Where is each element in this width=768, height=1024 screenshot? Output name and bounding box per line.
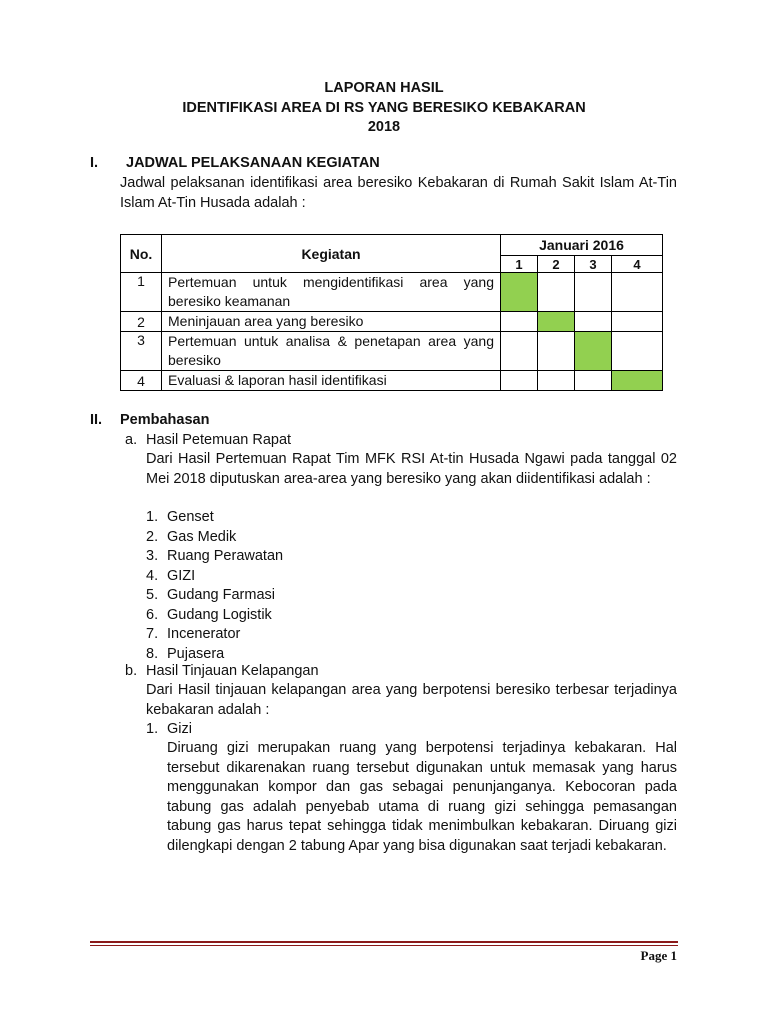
header-week-3: 3 bbox=[575, 256, 612, 273]
list-item-number: 2. bbox=[146, 528, 159, 545]
header-no: No. bbox=[121, 235, 162, 273]
schedule-table bbox=[120, 234, 663, 391]
week-cell-active bbox=[575, 332, 612, 371]
list-item bbox=[146, 508, 214, 528]
section-1-intro-text: Jadwal pelaksanan identifikasi area beresiko Kebakaran di Rumah Sakit Islam At-Tin Islam At-Tin Husada adalah : bbox=[120, 175, 677, 211]
header-week-4: 4 bbox=[612, 256, 663, 273]
row-kegiatan-text: Meninjauan area yang beresiko bbox=[168, 313, 364, 329]
list-item bbox=[146, 606, 272, 626]
row-kegiatan bbox=[162, 332, 501, 371]
list-item bbox=[146, 586, 275, 606]
row-kegiatan-text: Evaluasi & laporan hasil identifikasi bbox=[168, 372, 387, 388]
row-no: 4 bbox=[121, 371, 162, 391]
list-item-text: Gas Medik bbox=[167, 528, 237, 545]
title-line-1: LAPORAN HASIL bbox=[324, 80, 444, 96]
row-kegiatan bbox=[162, 312, 501, 332]
list-item-number: 4. bbox=[146, 567, 159, 584]
week-cell bbox=[501, 371, 538, 391]
list-item-text: Pujasera bbox=[167, 645, 225, 662]
report-title bbox=[0, 79, 768, 138]
section-2-title: Pembahasan bbox=[120, 412, 210, 428]
list-item bbox=[146, 567, 196, 587]
list-item bbox=[146, 625, 241, 645]
subsection-b-body bbox=[146, 681, 677, 720]
table-row bbox=[121, 273, 663, 312]
week-cell bbox=[501, 332, 538, 371]
section-1-title: JADWAL PELAKSANAAN KEGIATAN bbox=[126, 155, 380, 171]
list-item-text: Gudang Logistik bbox=[167, 606, 272, 623]
subsection-b1-title: Gizi bbox=[167, 721, 192, 737]
list-item-text: Genset bbox=[167, 509, 214, 525]
week-cell bbox=[538, 371, 575, 391]
subsection-b1-text: Diruang gizi merupakan ruang yang berpotensi terjadinya kebakaran. Hal tersebut dikarenakan ruang tersebut digunakan untuk memasak yang harus menggunakan kompor dan gas sebagai penunjanganya. Kebocoran pada tabung gas adalah penyebab utama di ruang gizi sehingga pemasangan tabung gas harus tepat sehingga tidak menimbulkan kebakaran. Diruang gizi dilengkapi dengan 2 tabung Apar yang bisa digunakan saat terjadi kebakaran. bbox=[167, 740, 677, 854]
table-row bbox=[121, 332, 663, 371]
subsection-b1-body bbox=[167, 739, 677, 856]
list-item-number: 7. bbox=[146, 626, 159, 642]
week-cell bbox=[538, 332, 575, 371]
header-week-2: 2 bbox=[538, 256, 575, 273]
title-line-3: 2018 bbox=[367, 119, 401, 135]
subsection-b-title: Hasil Tinjauan Kelapangan bbox=[146, 663, 319, 679]
footer-divider-thin bbox=[90, 945, 678, 946]
title-line-2: IDENTIFIKASI AREA DI RS YANG BERESIKO KEBAKARAN bbox=[182, 99, 586, 116]
section-1-number: I. bbox=[90, 155, 99, 171]
list-item-text: Ruang Perawatan bbox=[167, 548, 284, 564]
list-item-text: GIZI bbox=[167, 567, 196, 584]
week-cell bbox=[575, 312, 612, 332]
row-kegiatan bbox=[162, 273, 501, 312]
section-2-number: II. bbox=[90, 412, 103, 428]
table-row bbox=[121, 371, 663, 391]
list-item-text: Incenerator bbox=[167, 626, 241, 642]
week-cell-active bbox=[501, 273, 538, 312]
row-no: 1 bbox=[121, 273, 162, 312]
subsection-b-text: Dari Hasil tinjauan kelapangan area yang berpotensi beresiko terbesar terjadinya kebakaran adalah : bbox=[146, 682, 677, 718]
row-no: 3 bbox=[121, 332, 162, 371]
header-kegiatan: Kegiatan bbox=[162, 235, 501, 273]
week-cell bbox=[575, 273, 612, 312]
week-cell bbox=[501, 312, 538, 332]
area-list bbox=[146, 508, 284, 664]
row-kegiatan-text: Pertemuan untuk analisa & penetapan area yang beresiko bbox=[168, 333, 494, 368]
section-1-intro bbox=[120, 174, 677, 213]
row-kegiatan-text: Pertemuan untuk mengidentifikasi area yang beresiko keamanan bbox=[168, 274, 494, 309]
week-cell bbox=[538, 273, 575, 312]
list-item-number: 6. bbox=[146, 606, 159, 623]
subsection-b1-number: 1. bbox=[146, 721, 159, 737]
table-header-row bbox=[121, 235, 663, 256]
row-kegiatan bbox=[162, 371, 501, 391]
header-week-1: 1 bbox=[501, 256, 538, 273]
week-cell bbox=[612, 273, 663, 312]
list-item-number: 8. bbox=[146, 645, 159, 662]
subsection-b-label: b. bbox=[125, 663, 138, 679]
list-item-number: 1. bbox=[146, 509, 159, 525]
subsection-a-body bbox=[146, 450, 677, 489]
subsection-a-label: a. bbox=[125, 432, 138, 448]
week-cell-active bbox=[612, 371, 663, 391]
list-item-text: Gudang Farmasi bbox=[167, 587, 275, 603]
footer-divider bbox=[90, 941, 678, 943]
subsection-a-title: Hasil Petemuan Rapat bbox=[146, 432, 292, 448]
page-number: Page 1 bbox=[640, 948, 677, 963]
list-item bbox=[146, 547, 284, 567]
row-no: 2 bbox=[121, 312, 162, 332]
week-cell bbox=[575, 371, 612, 391]
list-item-number: 5. bbox=[146, 587, 159, 603]
list-item-number: 3. bbox=[146, 548, 159, 564]
week-cell bbox=[612, 332, 663, 371]
week-cell bbox=[612, 312, 663, 332]
header-month: Januari 2016 bbox=[501, 235, 663, 256]
subsection-a-text: Dari Hasil Pertemuan Rapat Tim MFK RSI At-tin Husada Ngawi pada tanggal 02 Mei 2018 diputuskan area-area yang beresiko yang akan diidentifikasi adalah : bbox=[146, 451, 677, 487]
table-row bbox=[121, 312, 663, 332]
list-item bbox=[146, 528, 237, 548]
week-cell-active bbox=[538, 312, 575, 332]
